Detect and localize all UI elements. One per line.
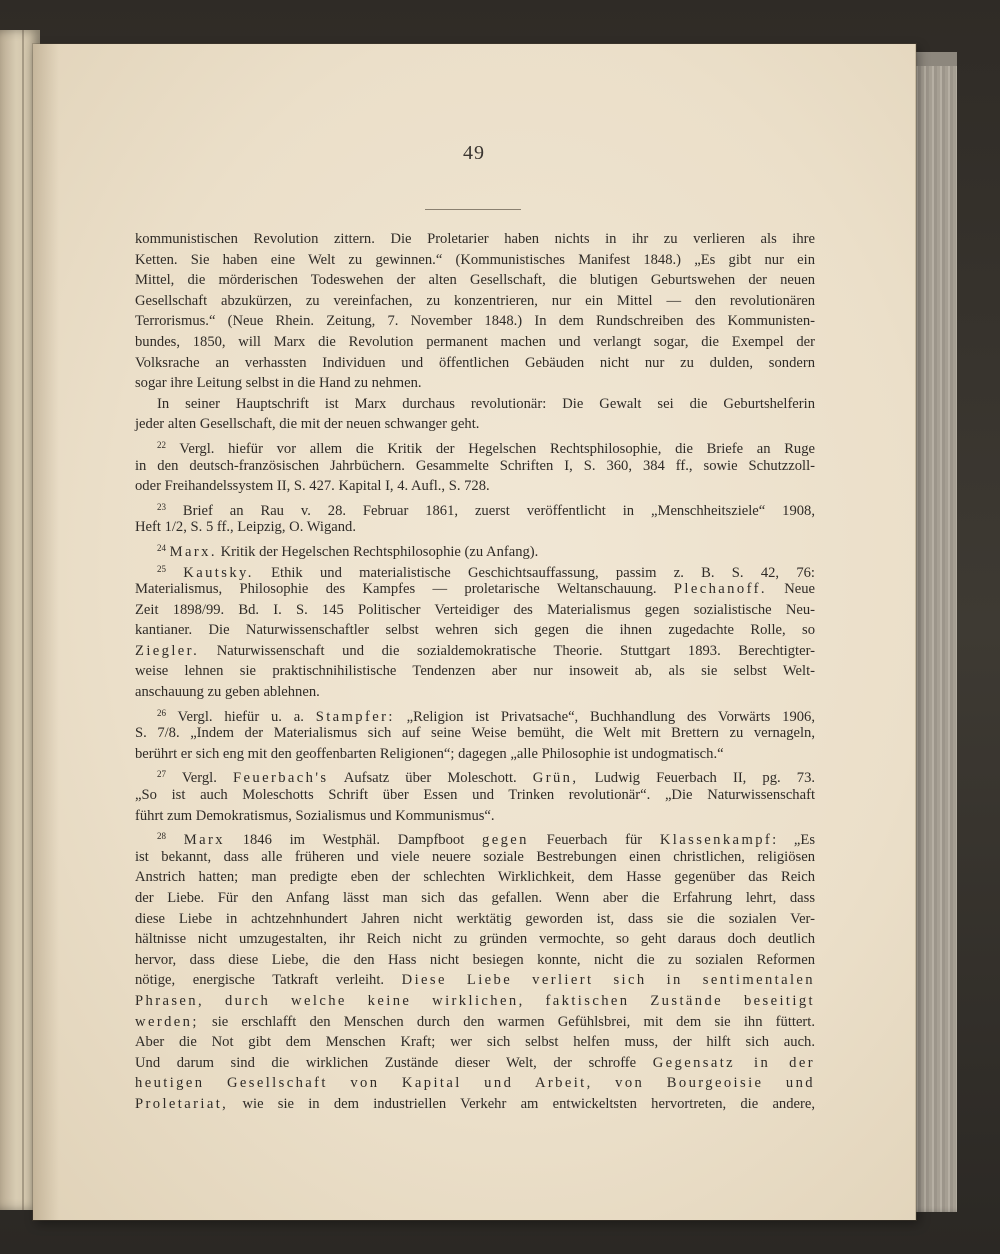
document-page — [33, 44, 916, 1220]
text-line: Aber die Not gibt dem Menschen Kraft; wer sich selbst helfen muss, der hilft sich auch. — [135, 1034, 815, 1051]
author-name: Kautsky. — [183, 564, 254, 581]
author-name: Stampfer: — [315, 708, 395, 725]
footnote-25 — [135, 559, 815, 580]
author-name: Plechanoff. — [673, 581, 767, 598]
text-line: Terrorismus.“ (Neue Rhein. Zeitung, 7. November 1848.) In dem Rundschreiben des Kommunisten- — [135, 313, 815, 330]
footnote-marker: 23 — [157, 501, 166, 512]
left-page-fold — [22, 30, 24, 1210]
author-name: Grün, — [532, 770, 579, 787]
text-line: diese Liebe in achtzehnhundert Jahren nicht werktätig geworden ist, dass sie die sozialen Ver- — [135, 910, 815, 927]
text-line: kantianer. Die Naturwissenschaftler selbst wehren sich gegen die ihnen zugedachte Rolle, so — [135, 622, 815, 639]
text-line: in den deutsch-französischen Jahrbüchern. Gesammelte Schriften I, S. 360, 384 ff., sowie Schutzzoll- — [135, 457, 815, 474]
text-line: Ketten. Sie haben eine Welt zu gewinnen.“ (Kommunistisches Manifest 1848.) „Es gibt nur ein — [135, 251, 815, 268]
text-span: Materialismus, Philosophie des Kampfes — proletarische Weltanschauung. — [135, 581, 657, 598]
text-line: Mittel, die mörderischen Todeswehen der alten Gesellschaft, die blutigen Geburtswehen der neuen — [135, 272, 815, 289]
text-line: oder Freihandelssystem II, S. 427. Kapital I, 4. Aufl., S. 728. — [135, 478, 490, 495]
body-text — [135, 229, 815, 1115]
footnote-24 — [135, 538, 815, 559]
text-span: wie sie in dem industriellen Verkehr am entwickeltsten hervortreten, die andere, — [242, 1095, 815, 1112]
footnote-26 — [135, 703, 815, 724]
text-span: Aufsatz über Moleschott. — [343, 770, 517, 787]
text-line — [135, 1012, 815, 1033]
text-line: der Liebe. Für den Anfang lässt man sich das gefallen. Wenn aber die Erfahrung lehrt, dass — [135, 890, 815, 906]
text-line: bundes, 1850, will Marx die Revolution permanent machen und verlangt sogar, die Exempel der — [135, 333, 815, 350]
emphasis-line: Phrasen, durch welche keine wirklichen, faktischen Zustände beseitigt — [135, 992, 815, 1009]
text-line: berührt er sich eng mit den geoffenbarten Religionen“; dagegen „alle Philosophie ist undogmatisch.“ — [135, 745, 724, 762]
author-name: Ziegler. — [135, 642, 200, 659]
text-line: ist bekannt, dass alle früheren und viele neuere soziale Bestrebungen einen christlichen, religiösen — [135, 848, 815, 865]
text-span: Neue — [784, 581, 815, 598]
text-line: Volksrache an verhassten Individuen und öffentlichen Gebäuden nicht nur zu dulden, sondern — [135, 354, 815, 371]
text-line: Gesellschaft abzukürzen, zu vereinfachen, zu konzentrieren, nur ein Mittel — den revolutionären — [135, 292, 815, 309]
footnote-28 — [135, 826, 815, 847]
emphasis-word: Klassenkampf — [659, 832, 773, 849]
footnote-text: Brief an Rau v. 28. Februar 1861, zuerst veröffentlicht in „Menschheitsziele“ 1908, — [182, 502, 815, 519]
text-span: Ludwig Feuerbach II, pg. 73. — [594, 770, 816, 787]
footnote-text: Kritik der Hegelschen Rechtsphilosophie (zu Anfang). — [220, 543, 539, 560]
emphasis-line: heutigen Gesellschaft von Kapital und Arbeit, von Bourgeoisie und — [135, 1075, 815, 1092]
text-span: „Religion ist Privatsache“, Buchhandlung des Vorwärts 1906, — [406, 708, 816, 725]
author-name: Marx. — [169, 543, 217, 560]
text-line — [135, 1053, 815, 1074]
footnote-22 — [135, 435, 815, 456]
text-line: hältnisse nicht umzugestalten, ihr Reich nicht zu gründen vermochte, so geht daraus doch deutlich — [135, 931, 815, 948]
emphasis-text: Gegensatz in der — [652, 1054, 815, 1071]
text-line: Zeit 1898/99. Bd. I. S. 145 Politischer Verteidiger des Materialismus gegen sozialistische Neu- — [135, 601, 815, 618]
footnote-marker: 22 — [157, 439, 166, 450]
text-line: kommunistischen Revolution zittern. Die Proletarier haben nichts in ihr zu verlieren als ihre — [135, 231, 815, 247]
text-line: Heft 1/2, S. 5 ff., Leipzig, O. Wigand. — [135, 519, 356, 536]
text-span: Vergl. — [181, 770, 217, 787]
text-line — [135, 1094, 815, 1115]
text-line — [135, 641, 815, 662]
text-span: Naturwissenschaft und die sozialdemokratische Theorie. Stuttgart 1893. Berechtigter- — [216, 642, 815, 659]
text-line: sogar ihre Leitung selbst in die Hand zu nehmen. — [135, 375, 422, 392]
text-span: sie erschlafft den Menschen durch den warmen Gefühlsbrei, mit dem sie ihn füttert. — [212, 1013, 815, 1030]
footnote-text: Ethik und materialistische Geschichtsauffassung, passim z. B. S. 42, 76: — [271, 564, 815, 581]
text-line — [135, 970, 815, 991]
footnote-marker: 26 — [157, 707, 166, 718]
text-line: anschauung zu geben ablehnen. — [135, 684, 320, 701]
text-line: „So ist auch Moleschotts Schrift über Essen und Trinken revolutionär“. „Die Naturwissenschaft — [135, 787, 815, 804]
emphasis-text: werden; — [135, 1013, 199, 1030]
text-line — [135, 579, 815, 600]
footnote-marker: 28 — [157, 831, 166, 842]
text-line: hervor, dass diese Liebe, die den Hass nicht besiegen konnte, nicht die zu sozialen Reformen — [135, 951, 815, 968]
text-span: 1846 im Westphäl. Dampfboot — [242, 832, 465, 849]
footnote-27 — [135, 764, 815, 785]
page-number: 49 — [463, 142, 485, 164]
emphasis-text: Proletariat, — [135, 1095, 229, 1112]
footnote-text: Vergl. hiefür vor allem die Kritik der Hegelschen Rechtsphilosophie, die Briefe an Ruge — [179, 440, 815, 457]
text-span: Und darum sind die wirklichen Zustände dieser Welt, der schroffe — [135, 1054, 637, 1071]
footnote-marker: 24 — [157, 542, 166, 553]
text-line: S. 7/8. „Indem der Materialismus sich auf seine Weise bemüht, die Welt mit Brettern zu vernageln, — [135, 725, 815, 742]
emphasis-word: gegen — [482, 832, 529, 849]
text-span: Vergl. hiefür u. a. — [177, 708, 304, 725]
text-line: weise lehnen sie praktischnihilistische Tendenzen aber nur insoweit ab, als sie selbst Welt- — [135, 663, 815, 680]
text-span: : „Es — [772, 832, 816, 849]
text-line: führt zum Demokratismus, Sozialismus und Kommunismus“. — [135, 807, 495, 824]
header-rule — [425, 209, 521, 210]
text-line: In seiner Hauptschrift ist Marx durchaus revolutionär: Die Gewalt sei die Geburtshelferin — [157, 395, 815, 412]
text-span: nötige, energische Tatkraft verleiht. — [135, 972, 385, 989]
footnote-23 — [135, 497, 815, 518]
footnote-marker: 27 — [157, 769, 166, 780]
gutter-shadow — [33, 44, 59, 1220]
author-name: Marx — [183, 832, 225, 849]
text-line: jeder alten Gesellschaft, die mit der neuen schwanger geht. — [135, 416, 480, 433]
text-span: Feuerbach für — [546, 832, 643, 849]
author-name: Feuerbach's — [232, 770, 329, 787]
footnote-marker: 25 — [157, 563, 166, 574]
emphasis-text: Diese Liebe verliert sich in sentimentalen — [401, 972, 816, 989]
text-line: Anstrich hatten; man predigte eben der schlechten Wirklichkeit, dem Hasse gegenüber das Reich — [135, 869, 815, 886]
